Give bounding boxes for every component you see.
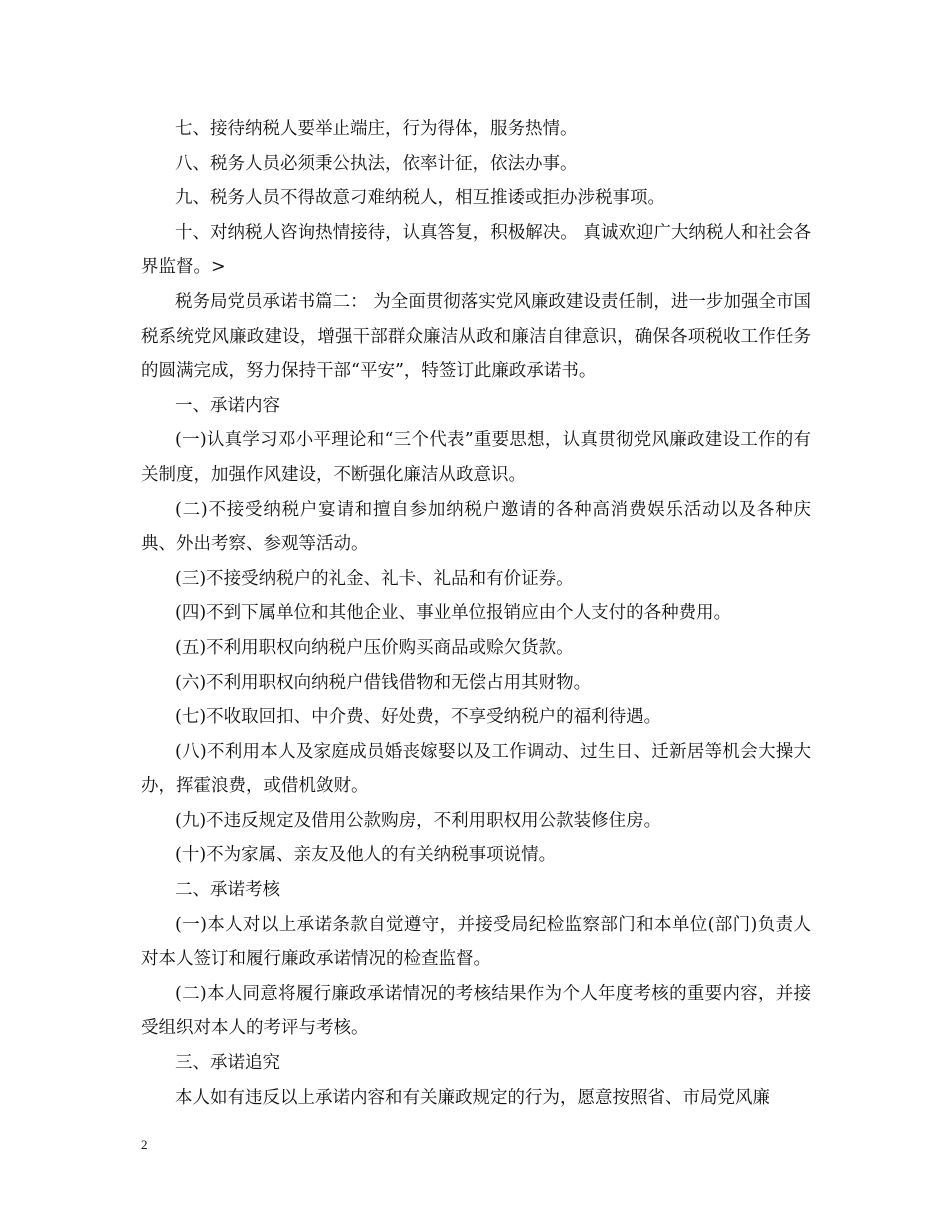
accountability-paragraph: 本人如有违反以上承诺内容和有关廉政规定的行为，愿意按照省、市局党风廉 [175,1087,770,1108]
paragraph-item-8: 八、税务人员必须秉公执法，依率计征，依法办事。 [175,153,578,174]
document-body [141,112,811,1115]
paragraph-item-9: 九、税务人员不得故意刁难纳税人，相互推诿或拒办涉税事项。 [175,188,665,209]
section-heading-commitment-content: 一、承诺内容 [175,395,280,416]
commitment-item-4: (四)不到下属单位和其他企业、事业单位报销应由个人支付的各种费用。 [175,603,732,624]
commitment-item-8: (八)不利用本人及家庭成员婚丧嫁娶以及工作调动、过生日、迁新居等机会大操大办，挥霍浪费，或借机敛财。 [141,741,811,797]
paragraph-item-10: 十、对纳税人咨询热情接待，认真答复，积极解决。 真诚欢迎广大纳税人和社会各界监督。> [141,222,811,278]
commitment-item-3: (三)不接受纳税户的礼金、礼卡、礼品和有价证券。 [175,568,574,589]
commitment-item-10: (十)不为家属、亲友及他人的有关纳税事项说情。 [175,845,557,866]
paragraph-intro-part-two: 税务局党员承诺书篇二： 为全面贯彻落实党风廉政建设责任制，进一步加强全市国税系统党风廉政建设，增强干部群众廉洁从政和廉洁自律意识，确保各项税收工作任务的圆满完成，努力保持干部“平安”，特签订此廉政承诺书。 [141,291,811,382]
page-number: 2 [141,1137,148,1152]
assessment-item-1: (一)本人对以上承诺条款自觉遵守，并接受局纪检监察部门和本单位(部门)负责人对本人签订和履行廉政承诺情况的检查监督。 [141,914,811,970]
commitment-item-2: (二)不接受纳税户宴请和擅自参加纳税户邀请的各种高消费娱乐活动以及各种庆典、外出考察、参观等活动。 [141,499,811,555]
commitment-item-1: (一)认真学习邓小平理论和“三个代表”重要思想，认真贯彻党风廉政建设工作的有关制度，加强作风建设，不断强化廉洁从政意识。 [141,430,811,485]
paragraph-item-7: 七、接待纳税人要举止端庄，行为得体，服务热情。 [175,119,578,139]
section-heading-commitment-accountability: 三、承诺追究 [175,1053,280,1074]
commitment-item-6: (六)不利用职权向纳税户借钱借物和无偿占用其财物。 [175,672,592,693]
commitment-item-7: (七)不收取回扣、中介费、好处费，不享受纳税户的福利待遇。 [175,707,662,728]
section-heading-commitment-assessment: 二、承诺考核 [175,880,280,901]
commitment-item-5: (五)不利用职权向纳税户压价购买商品或赊欠货款。 [175,637,574,658]
assessment-item-2: (二)本人同意将履行廉政承诺情况的考核结果作为个人年度考核的重要内容，并接受组织对本人的考评与考核。 [141,983,811,1039]
commitment-item-9: (九)不违反规定及借用公款购房，不利用职权用公款装修住房。 [175,810,662,831]
